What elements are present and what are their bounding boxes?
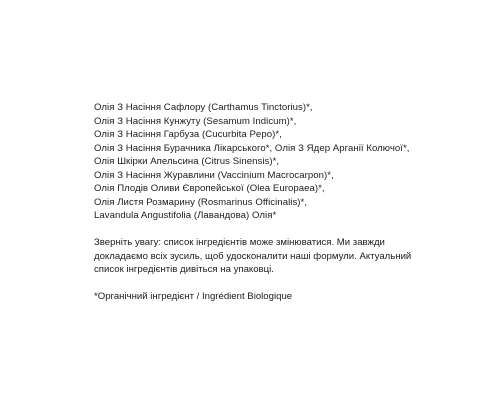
ingredient-line: Олія Плодів Оливи Європейської (Olea Europaea)*, [94, 183, 325, 194]
ingredient-line: Олія З Насіння Гарбуза (Cucurbita Pepo)*, [94, 129, 282, 140]
ingredient-line: Олія З Насіння Кунжуту (Sesamum Indicum)*, [94, 115, 297, 127]
ingredient-line: Олія З Насіння Бурачника Лікарського*, Олія З Ядер Арганії Колючої*, [94, 142, 410, 154]
organic-footnote: *Органічний інгредієнт / Ingrédient Biologique [94, 291, 293, 302]
ingredient-line: Олія Шкірки Апельсина (Citrus Sinensis)*, [94, 156, 280, 167]
ingredients-change-notice: Зверніть увагу: список інгредієнтів може змінюватися. Ми завжди докладаємо всіх зусиль, щоб удосконалити наші формули. Актуальний список інгредієнтів дивіться на упаковці. [94, 237, 412, 275]
ingredient-list [94, 101, 494, 223]
ingredient-line: Олія З Насіння Сафлору (Carthamus Tinctorius)*, [94, 102, 313, 113]
ingredient-line: Олія З Насіння Журавлини (Vaccinium Macrocarpon)*, [94, 169, 334, 181]
ingredients-document [94, 101, 494, 304]
ingredient-line: Lavandula Angustifolia (Лавандова) Олія* [94, 210, 277, 221]
ingredient-line: Олія Листя Розмарину (Rosmarinus Officinalis)*, [94, 196, 308, 208]
